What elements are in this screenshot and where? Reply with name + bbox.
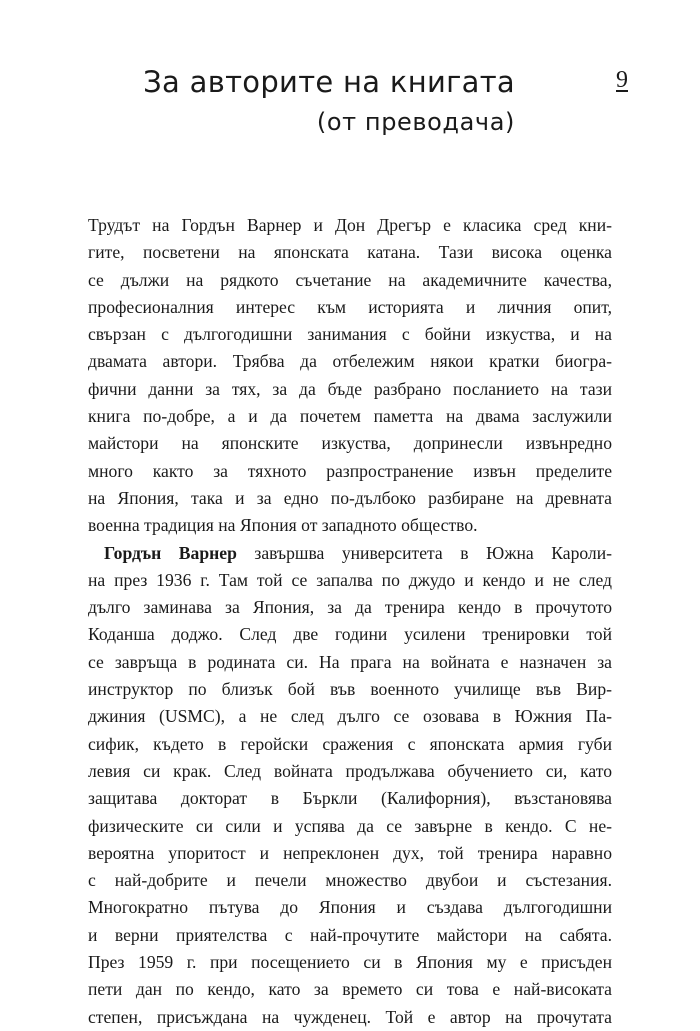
text-line: с най-добрите и печели множество двубои и състезания.: [88, 870, 612, 891]
text-line: физическите си сили и успява да се завърне в кендо. С не-: [88, 815, 612, 836]
text-line: се дължи на рядкото съчетание на академичните качества,: [88, 269, 612, 290]
text-line: майстори на японските изкуства, допринесли извънредно: [88, 433, 612, 454]
text-line: гите, посветени на японската катана. Тази висока оценка: [88, 242, 612, 263]
text-line: пети дан по кендо, като за времето си това е най-високата: [88, 979, 612, 1000]
body-text: [88, 212, 612, 1031]
text-line: степен, присъждана на чужденец. Той е автор на прочутата: [88, 1006, 612, 1027]
text-line: на Япония, така и за едно по-дълбоко разбиране на древната: [88, 487, 612, 508]
text-line: сифик, където в геройски сражения с японската армия губи: [88, 733, 612, 754]
text-line: професионалния интерес към историята и личния опит,: [88, 296, 612, 317]
text-line: военна традиция на Япония от западното общество.: [88, 515, 478, 536]
text-line: се завръща в родината си. На прага на войната е назначен за: [88, 651, 612, 672]
text-line: дълго заминава за Япония, за да тренира кендо в прочутото: [88, 597, 612, 618]
text-line: Коданша доджо. След две години усилени тренировки той: [88, 624, 612, 645]
author-name-bold: Гордън Варнер: [104, 542, 237, 563]
text-line: Многократно пътува до Япония и създава дългогодишни: [88, 897, 612, 918]
text-line: инструктор по близък бой във военното училище във Вир-: [88, 679, 612, 700]
text-line: защитава докторат в Бъркли (Калифорния), възстановява: [88, 788, 612, 809]
text-line: Трудът на Гордън Варнер и Дон Дрегър е класика сред кни-: [88, 215, 612, 235]
text-fragment: завършва университета в Южна Кароли-: [236, 542, 612, 563]
chapter-heading: [143, 62, 515, 140]
text-line: [88, 540, 612, 567]
text-line: двамата автори. Трябва да отбележим някои кратки биогра-: [88, 351, 612, 372]
text-line: джиния (USMC), а не след дълго се озовава в Южния Па-: [88, 706, 612, 727]
chapter-subtitle: (от преводача): [316, 108, 515, 136]
chapter-title: За авторите на книгата: [143, 65, 515, 99]
paragraph-intro: [88, 212, 612, 540]
text-line: книга по-добре, а и да почетем паметта на двама заслужили: [88, 406, 612, 427]
text-line: свързан с дългогодишни занимания с бойни изкуства, и на: [88, 324, 612, 345]
text-line: През 1959 г. при посещението си в Япония му е присъден: [88, 952, 612, 973]
text-line: на през 1936 г. Там той се запалва по джудо и кендо и не след: [88, 569, 612, 590]
page-number: 9: [616, 67, 628, 93]
text-line: фични данни за тях, за да бъде разбрано посланието на тази: [88, 378, 612, 399]
text-line: и верни приятелства с най-прочутите майстори на сабята.: [88, 924, 612, 945]
text-line: вероятна упоритост и непреклонен дух, той тренира наравно: [88, 842, 612, 863]
paragraph-gordon-warner: [88, 540, 612, 1031]
text-line: много както за тяхното разпространение извън пределите: [88, 460, 612, 481]
text-line: левия си крак. След войната продължава обучението си, като: [88, 760, 612, 781]
